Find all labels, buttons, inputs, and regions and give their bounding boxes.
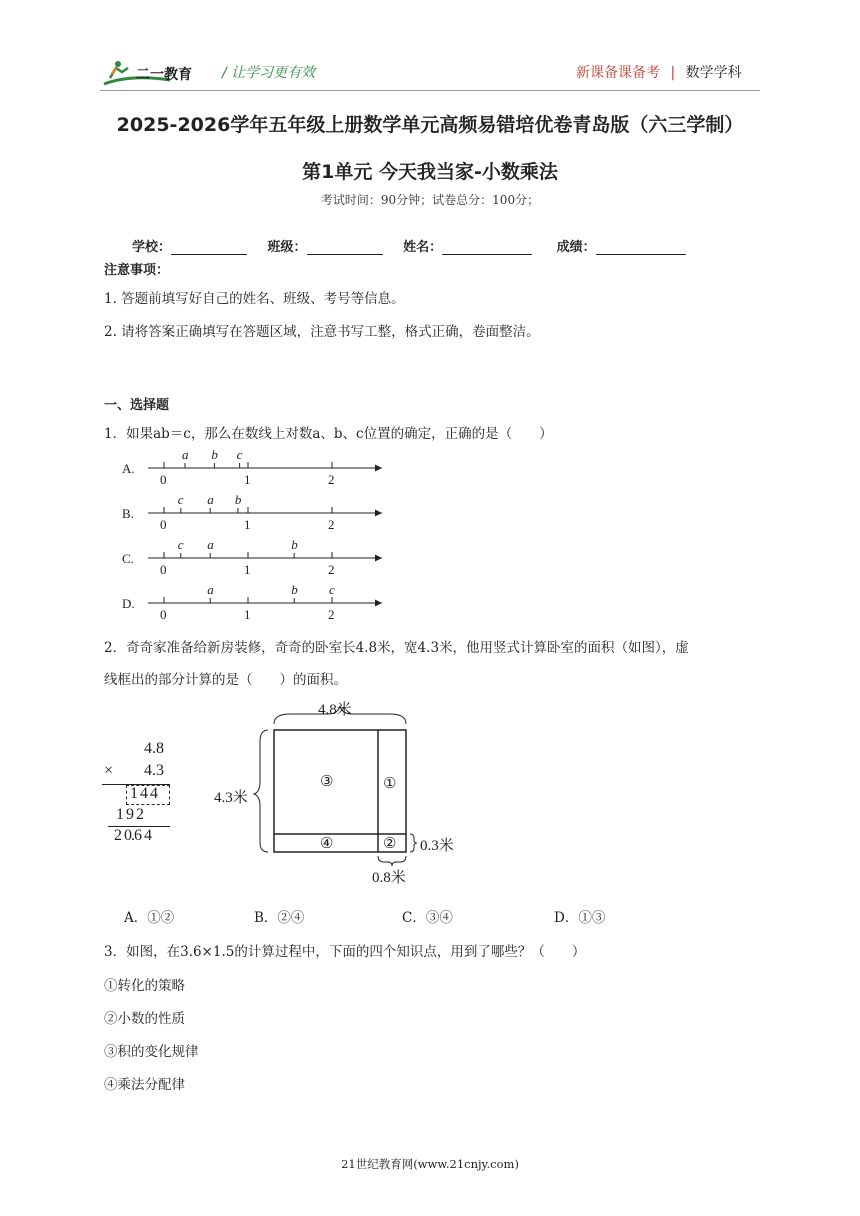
point-label: c bbox=[236, 447, 243, 462]
region-3: ③ bbox=[320, 774, 334, 790]
field-name: 姓名： bbox=[403, 240, 443, 255]
dim-small-length: 0.8米 bbox=[372, 870, 406, 886]
note-item-1: 1. 答题前填写好自己的姓名、班级、考号等信息。 bbox=[104, 291, 405, 307]
info-fields bbox=[132, 236, 686, 255]
q2-option-c[interactable]: C．③④ bbox=[402, 910, 453, 926]
dim-small-width: 0.3米 bbox=[420, 838, 454, 854]
axis-tick-label: 0 bbox=[160, 472, 167, 487]
calc-times-sign: × bbox=[104, 762, 114, 779]
q3-item-1: ①转化的策略 bbox=[104, 978, 185, 994]
field-score: 成绩： bbox=[556, 240, 596, 255]
q2-stem-line2: 线框出的部分计算的是（ ）的面积。 bbox=[104, 672, 347, 688]
q1-option-label[interactable]: A. bbox=[122, 461, 135, 476]
region-2: ② bbox=[383, 836, 397, 852]
dim-width: 4.3米 bbox=[214, 790, 248, 806]
unit-title: 第1单元 今天我当家-小数乘法 bbox=[302, 161, 558, 183]
field-school-blank[interactable] bbox=[171, 240, 247, 255]
field-class: 班级： bbox=[267, 240, 307, 255]
calc-partial-1: 1 4 4 bbox=[130, 785, 157, 802]
field-name-blank[interactable] bbox=[442, 240, 532, 255]
q2-option-b[interactable]: B．②④ bbox=[254, 910, 305, 926]
vertical-calculation bbox=[100, 740, 200, 850]
q3-item-3: ③积的变化规律 bbox=[104, 1044, 199, 1060]
page-title: 2025-2026学年五年级上册数学单元高频易错培优卷青岛版（六三学制） bbox=[116, 114, 744, 136]
room-diagram bbox=[210, 698, 470, 888]
q1-stem: 1．如果ab＝c，那么在数线上对数a、b、c位置的确定，正确的是（ ） bbox=[104, 426, 553, 442]
point-label: b bbox=[291, 537, 298, 552]
arrow-icon bbox=[375, 465, 382, 472]
slogan: / 让学习更有效 bbox=[222, 65, 316, 81]
dim-length: 4.8米 bbox=[318, 702, 352, 718]
axis-tick-label: 2 bbox=[328, 517, 335, 532]
note-item-2: 2. 请将答案正确填写在答题区域，注意书写工整，格式正确，卷面整洁。 bbox=[104, 324, 540, 340]
arrow-icon bbox=[375, 600, 382, 607]
calc-multiplicand: 4.8 bbox=[144, 740, 164, 757]
logo-text: 二一教育 bbox=[136, 67, 192, 83]
axis-tick-label: 2 bbox=[328, 562, 335, 577]
axis-tick-label: 0 bbox=[160, 517, 167, 532]
axis-tick-label: 2 bbox=[328, 472, 335, 487]
field-class-blank[interactable] bbox=[307, 240, 383, 255]
axis-tick-label: 1 bbox=[244, 517, 251, 532]
q1-option-label[interactable]: B. bbox=[122, 506, 134, 521]
q2-stem-line1: 2．奇奇家准备给新房装修，奇奇的卧室长4.8米，宽4.3米，他用竖式计算卧室的面积（如图），虚 bbox=[104, 640, 689, 656]
region-1: ① bbox=[383, 776, 397, 792]
header-sep: | bbox=[670, 65, 676, 81]
point-label: b bbox=[291, 582, 298, 597]
calc-partial-2: 1 9 2 bbox=[116, 806, 143, 823]
room-diagram-lines bbox=[210, 698, 470, 888]
region-4: ④ bbox=[320, 836, 334, 852]
axis-tick-label: 0 bbox=[160, 562, 167, 577]
axis-tick-label: 1 bbox=[244, 472, 251, 487]
q3-item-2: ②小数的性质 bbox=[104, 1011, 185, 1027]
point-label: c bbox=[329, 582, 335, 597]
field-score-blank[interactable] bbox=[596, 240, 686, 255]
calc-result: 2 0.6 4 bbox=[114, 827, 151, 844]
point-label: a bbox=[182, 447, 189, 462]
q3-item-4: ④乘法分配律 bbox=[104, 1077, 185, 1093]
header-divider bbox=[100, 90, 760, 91]
q1-option-label[interactable]: D. bbox=[122, 596, 135, 611]
axis-tick-label: 1 bbox=[244, 562, 251, 577]
q3-stem: 3．如图，在3.6×1.5的计算过程中，下面的四个知识点，用到了哪些？（ ） bbox=[104, 944, 586, 960]
axis-tick-label: 0 bbox=[160, 607, 167, 620]
header-course: 新课备课备考 bbox=[576, 65, 660, 81]
logo bbox=[100, 58, 212, 88]
point-label: a bbox=[207, 582, 214, 597]
calc-multiplier: 4.3 bbox=[144, 762, 164, 779]
footer: 21世纪教育网(www.21cnjy.com) bbox=[341, 1157, 519, 1171]
notes-heading: 注意事项： bbox=[104, 263, 170, 278]
section-heading: 一、选择题 bbox=[104, 398, 170, 413]
point-label: a bbox=[207, 492, 214, 507]
header-subject: 数学学科 bbox=[685, 65, 742, 81]
header-right bbox=[576, 62, 742, 82]
arrow-icon bbox=[375, 510, 382, 517]
point-label: b bbox=[211, 447, 218, 462]
q1-number-lines bbox=[118, 445, 398, 620]
arrow-icon bbox=[375, 555, 382, 562]
field-school: 学校： bbox=[132, 240, 172, 255]
q1-option-label[interactable]: C. bbox=[122, 551, 134, 566]
q2-option-a[interactable]: A．①② bbox=[124, 910, 175, 926]
axis-tick-label: 2 bbox=[328, 607, 335, 620]
point-label: b bbox=[234, 492, 242, 507]
point-label: a bbox=[207, 537, 214, 552]
point-label: c bbox=[177, 492, 184, 507]
exam-info: 考试时间：90分钟；试卷总分：100分； bbox=[320, 193, 540, 207]
point-label: c bbox=[177, 537, 184, 552]
axis-tick-label: 1 bbox=[244, 607, 251, 620]
q2-option-d[interactable]: D．①③ bbox=[554, 910, 606, 926]
